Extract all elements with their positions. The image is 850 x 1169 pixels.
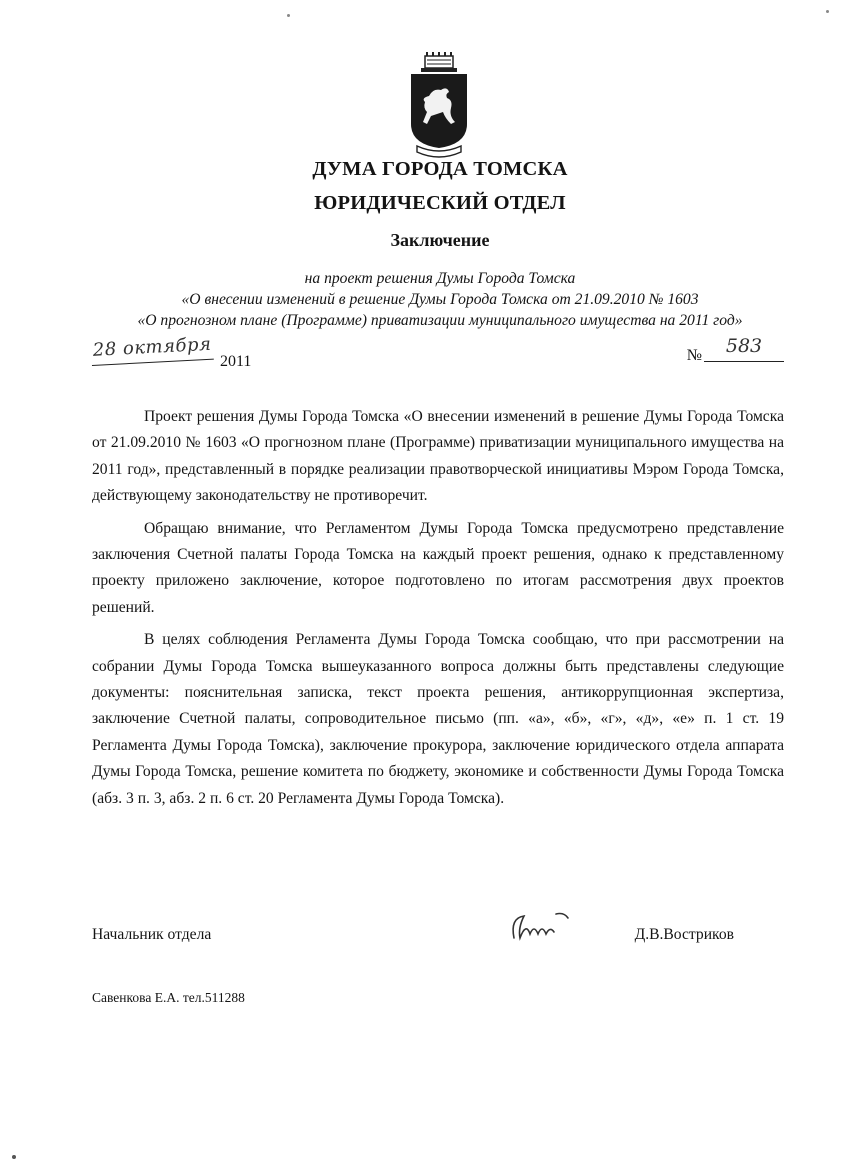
- subject-line: «О внесении изменений в решение Думы Города Томска от 21.09.2010 № 1603: [181, 291, 699, 308]
- subject-line: на проект решения Думы Города Томска: [304, 270, 576, 287]
- coat-of-arms-horse-icon: [407, 52, 471, 162]
- document-title: Заключение: [390, 230, 490, 250]
- number-sign: №: [686, 347, 702, 364]
- scan-artifact: [12, 1155, 16, 1159]
- body-paragraph: В целях соблюдения Регламента Думы Города Томска сообщаю, что при рассмотрении на собрании Думы Города Томска вышеуказанного вопроса должны быть представлены следующие документы: пояснительная записка, текст проекта решения, антикоррупционная экспертиза, заключение Счетной палаты, сопроводительное письмо (пп. «а», «б», «г», «д», «е» п. 1 ст. 19 Регламента Думы Города Томска), заключение прокурора, заключение юридического отдела аппарата Думы Города Томска, решение комитета по бюджету, экономике и собственности Думы Города Томска (абз. 3 п. 3, абз. 2 п. 6 ст. 20 Регламента Думы Города Томска).: [92, 631, 784, 807]
- scan-artifact: [826, 10, 829, 13]
- body-paragraph: Проект решения Думы Города Томска «О внесении изменений в решение Думы Города Томска от 21.09.2010 № 1603 «О прогнозном плане (Программе) приватизации муниципального имущества на 2011 год», представленный в порядке реализации правотворческой инициативы Мэром Города Томска, действующему законодательству не противоречит.: [92, 408, 784, 505]
- signatory-position: Начальник отдела: [92, 926, 212, 943]
- document-body: [92, 404, 784, 812]
- organization-name: ДУМА ГОРОДА ТОМСКА: [312, 158, 568, 180]
- subject-line: «О прогнозном плане (Программе) приватизации муниципального имущества на 2011 год»: [137, 312, 743, 329]
- department-name: ЮРИДИЧЕСКИЙ ОТДЕЛ: [314, 192, 566, 214]
- scan-artifact: [287, 14, 290, 17]
- date-number-line: [92, 333, 784, 377]
- handwritten-number: 583: [704, 331, 784, 362]
- handwritten-signature: [506, 908, 586, 948]
- document-subject: [60, 268, 820, 331]
- body-paragraph: Обращаю внимание, что Регламентом Думы Города Томска предусмотрено представление заключения Счетной палаты Города Томска на каждый проект решения, однако к представленному проекту приложено заключение, которое подготовлено по итогам рассмотрения двух проектов решений.: [92, 519, 784, 616]
- signature-block: [92, 922, 784, 962]
- date-year: 2011: [220, 353, 252, 370]
- handwritten-date: 28 октября: [90, 331, 213, 366]
- signatory-name: Д.В.Востриков: [634, 926, 734, 943]
- executor-contact: Савенкова Е.А. тел.511288: [92, 990, 245, 1005]
